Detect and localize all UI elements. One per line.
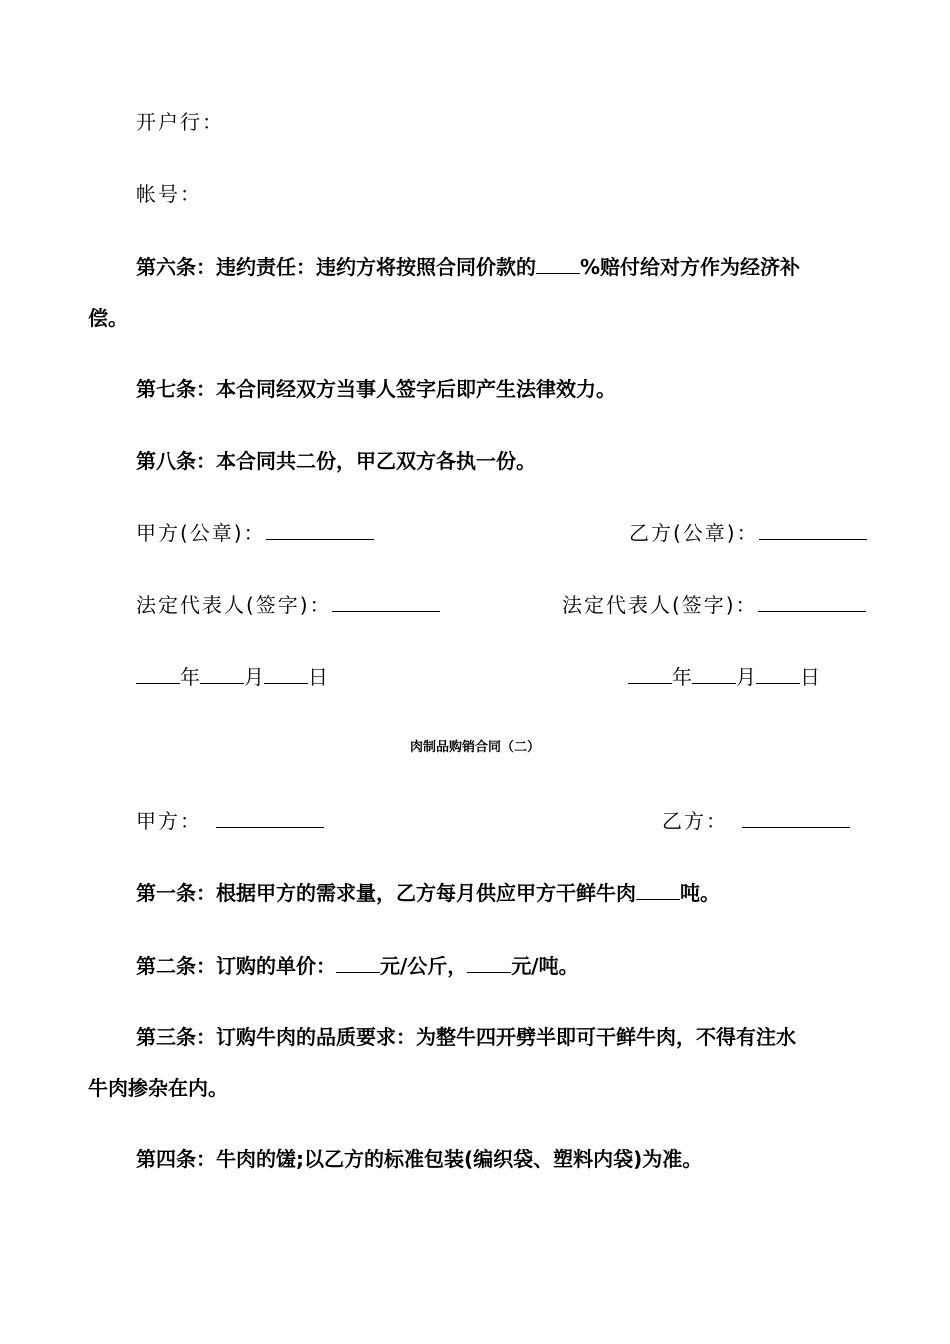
rep-a bbox=[136, 591, 440, 619]
date-b bbox=[628, 663, 820, 691]
contract-2-party-a bbox=[136, 807, 324, 835]
date-a bbox=[136, 663, 328, 691]
date-b-day-blank bbox=[756, 665, 800, 684]
contract-2-clause-1-post: 吨。 bbox=[680, 881, 720, 905]
party-a-seal-label: 甲方(公章)： bbox=[136, 521, 266, 545]
contract-2-party-b-label: 乙方： bbox=[662, 809, 728, 833]
contract-2-party-b bbox=[662, 807, 850, 835]
date-a-day: 日 bbox=[308, 665, 328, 689]
contract-2-clause-2 bbox=[136, 952, 579, 980]
contract-2-clause-3-line-1: 第三条：订购牛肉的品质要求：为整牛四开劈半即可干鲜牛肉，不得有注水 bbox=[136, 1025, 796, 1049]
contract-2-clause-2-pre: 第二条：订购的单价： bbox=[136, 954, 336, 978]
date-b-day: 日 bbox=[800, 665, 820, 689]
clause-6 bbox=[136, 253, 800, 281]
contract-2-clause-1 bbox=[136, 879, 720, 907]
contract-2-party-a-blank bbox=[216, 809, 324, 828]
contract-2-clause-2-unit2: 元/吨。 bbox=[511, 954, 579, 978]
rep-b-label: 法定代表人(签字)： bbox=[562, 593, 758, 617]
rep-b bbox=[562, 591, 866, 619]
date-b-year: 年 bbox=[672, 665, 692, 689]
contract-2-clause-4: 第四条：牛肉的馐;以乙方的标准包装(编织袋、塑料内袋)为准。 bbox=[136, 1147, 703, 1171]
date-b-month-blank bbox=[692, 665, 736, 684]
contract-2-clause-1-pre: 第一条：根据甲方的需求量，乙方每月供应甲方干鲜牛肉 bbox=[136, 881, 636, 905]
contract-2-party-b-blank bbox=[742, 809, 850, 828]
contract-2-clause-2-unit1: 元/公斤， bbox=[380, 954, 468, 978]
clause-6-text-pre: 第六条：违约责任：违约方将按照合同价款的 bbox=[136, 255, 536, 279]
party-b-seal bbox=[629, 519, 867, 547]
clause-7: 第七条：本合同经双方当事人签字后即产生法律效力。 bbox=[136, 377, 616, 401]
account-label: 帐号： bbox=[136, 182, 202, 206]
date-b-month: 月 bbox=[736, 665, 756, 689]
date-a-day-blank bbox=[264, 665, 308, 684]
date-a-month-blank bbox=[200, 665, 244, 684]
bank-label: 开户行： bbox=[136, 110, 224, 134]
contract-2-party-a-label: 甲方： bbox=[136, 809, 202, 833]
date-a-month: 月 bbox=[244, 665, 264, 689]
party-a-seal-blank bbox=[266, 521, 374, 540]
party-b-seal-blank bbox=[759, 521, 867, 540]
clause-6-continuation: 偿。 bbox=[88, 306, 128, 330]
price-per-kg-blank bbox=[336, 954, 380, 973]
rep-a-label: 法定代表人(签字)： bbox=[136, 593, 332, 617]
date-a-year-blank bbox=[136, 665, 180, 684]
price-per-ton-blank bbox=[467, 954, 511, 973]
date-b-year-blank bbox=[628, 665, 672, 684]
date-a-year: 年 bbox=[180, 665, 200, 689]
monthly-tonnage-blank bbox=[636, 881, 680, 900]
clause-8: 第八条：本合同共二份，甲乙双方各执一份。 bbox=[136, 449, 536, 473]
party-a-seal bbox=[136, 519, 374, 547]
penalty-percent-blank bbox=[536, 255, 580, 274]
clause-6-text-post: %赔付给对方作为经济补 bbox=[580, 255, 801, 279]
party-b-seal-label: 乙方(公章)： bbox=[629, 521, 759, 545]
contract-2-title: 肉制品购销合同（二） bbox=[409, 740, 540, 755]
contract-2-clause-3-line-2: 牛肉掺杂在内。 bbox=[88, 1076, 228, 1100]
rep-a-blank bbox=[332, 593, 440, 612]
rep-b-blank bbox=[758, 593, 866, 612]
